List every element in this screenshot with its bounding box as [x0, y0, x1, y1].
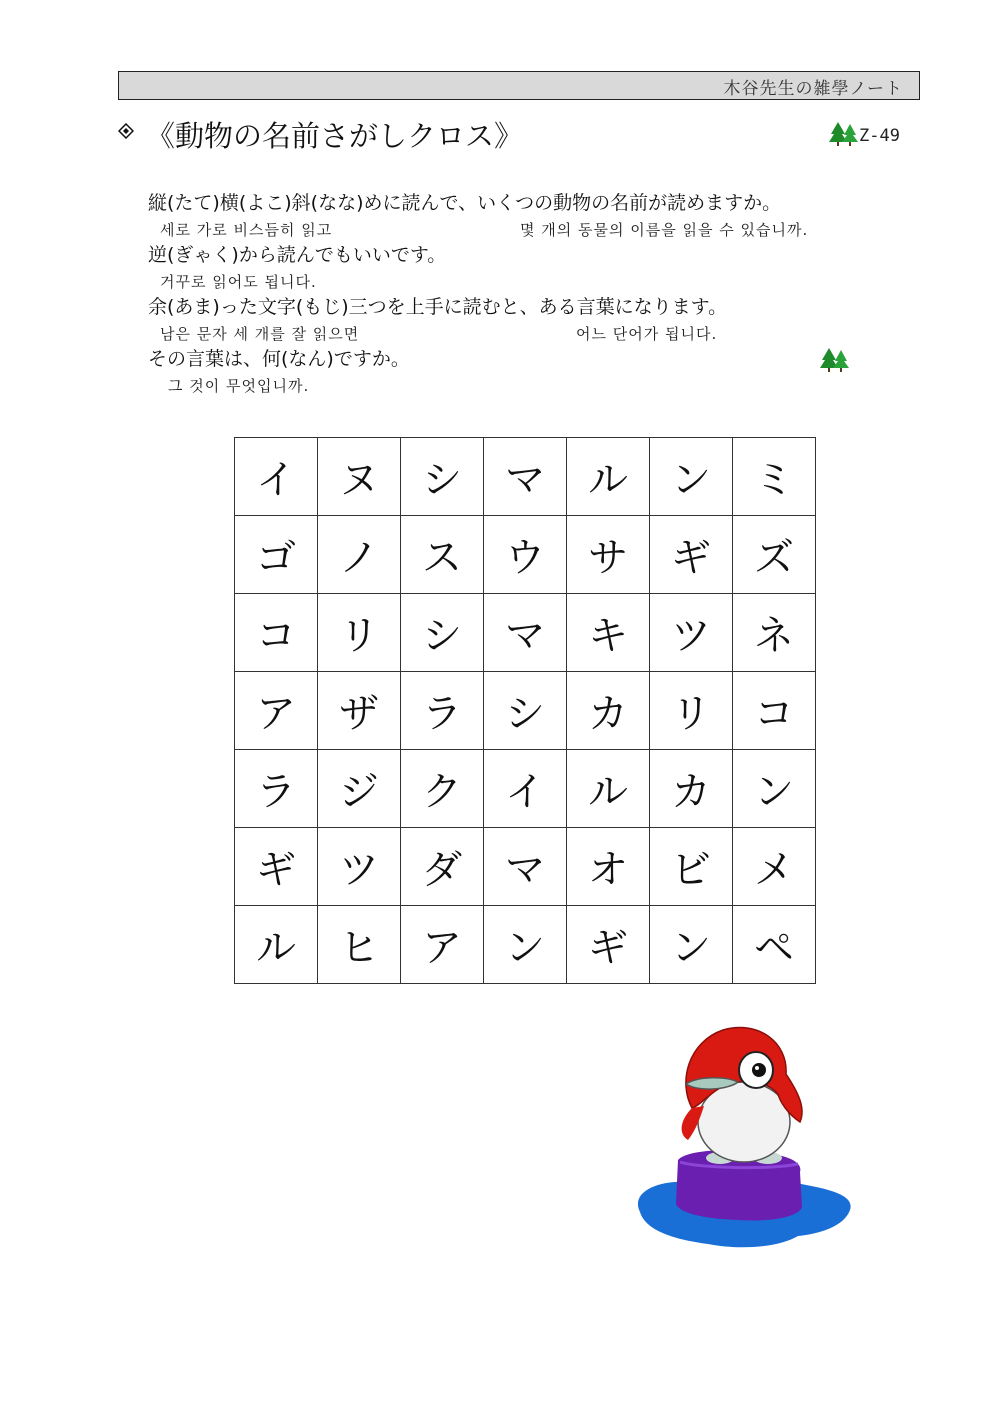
- grid-cell: マ: [484, 594, 567, 672]
- grid-cell: シ: [401, 438, 484, 516]
- grid-row: [235, 906, 816, 984]
- korean-line-1b: 몇 개의 동물의 이름을 읽을 수 있습니까.: [520, 221, 809, 239]
- grid-cell: ヌ: [318, 438, 401, 516]
- grid-cell: ゴ: [235, 516, 318, 594]
- grid-cell: ル: [235, 906, 318, 984]
- grid-cell: ン: [650, 438, 733, 516]
- korean-line-2: 거꾸로 읽어도 됩니다.: [160, 273, 317, 291]
- korean-line-3b: 어느 단어가 됩니다.: [576, 325, 718, 343]
- grid-cell: ミ: [733, 438, 816, 516]
- grid-cell: ジ: [318, 750, 401, 828]
- grid-row: [235, 828, 816, 906]
- grid-cell: ギ: [567, 906, 650, 984]
- grid-cell: ズ: [733, 516, 816, 594]
- header-bar: [118, 71, 920, 100]
- grid-cell: メ: [733, 828, 816, 906]
- grid-cell: ウ: [484, 516, 567, 594]
- grid-cell: コ: [235, 594, 318, 672]
- note-title: 木谷先生の雑學ノート: [723, 79, 903, 99]
- grid-cell: ン: [484, 906, 567, 984]
- grid-cell: コ: [733, 672, 816, 750]
- grid-cell: ン: [650, 906, 733, 984]
- grid-cell: ツ: [318, 828, 401, 906]
- grid-cell: ラ: [401, 672, 484, 750]
- worksheet-code: Z-49: [859, 126, 900, 146]
- grid-cell: サ: [567, 516, 650, 594]
- grid-row: [235, 594, 816, 672]
- grid-row: [235, 438, 816, 516]
- grid-cell: ア: [235, 672, 318, 750]
- grid-cell: ル: [567, 750, 650, 828]
- grid-cell: キ: [567, 594, 650, 672]
- diamond-bullet-icon: [118, 123, 134, 139]
- instruction-line-3: 余(あま)った文字(もじ)三つを上手に読むと、ある言葉になります。: [148, 296, 728, 318]
- grid-cell: オ: [567, 828, 650, 906]
- penguin-mascot: [628, 1022, 858, 1257]
- instruction-line-2: 逆(ぎゃく)から読んでもいいです。: [148, 244, 447, 266]
- grid-cell: ア: [401, 906, 484, 984]
- grid-cell: ヒ: [318, 906, 401, 984]
- grid-cell: イ: [484, 750, 567, 828]
- grid-row: [235, 516, 816, 594]
- grid-cell: マ: [484, 828, 567, 906]
- tree-icon: [829, 120, 859, 146]
- grid-cell: リ: [318, 594, 401, 672]
- page-title: 《動物の名前さがしクロス》: [146, 119, 524, 153]
- korean-line-4: 그 것이 무엇입니까.: [168, 377, 310, 395]
- grid-cell: ザ: [318, 672, 401, 750]
- grid-cell: イ: [235, 438, 318, 516]
- grid-row: [235, 672, 816, 750]
- grid-cell: ビ: [650, 828, 733, 906]
- grid-cell: マ: [484, 438, 567, 516]
- instruction-line-4: その言葉は、何(なん)ですか。: [148, 348, 410, 370]
- grid-cell: ツ: [650, 594, 733, 672]
- grid-cell: カ: [650, 750, 733, 828]
- grid-cell: ラ: [235, 750, 318, 828]
- korean-line-3a: 남은 문자 세 개를 잘 읽으면: [160, 325, 360, 343]
- instruction-line-1: 縦(たて)横(よこ)斜(なな)めに読んで、いくつの動物の名前が読めますか。: [148, 192, 782, 214]
- tree-icon: [820, 346, 850, 372]
- grid-cell: ネ: [733, 594, 816, 672]
- grid-cell: ペ: [733, 906, 816, 984]
- grid-cell: ノ: [318, 516, 401, 594]
- grid-cell: ク: [401, 750, 484, 828]
- grid-cell: ン: [733, 750, 816, 828]
- grid-cell: ギ: [235, 828, 318, 906]
- grid-cell: ル: [567, 438, 650, 516]
- grid-row: [235, 750, 816, 828]
- grid-cell: シ: [401, 594, 484, 672]
- grid-cell: リ: [650, 672, 733, 750]
- grid-cell: シ: [484, 672, 567, 750]
- word-search-grid: [234, 437, 816, 984]
- grid-cell: ス: [401, 516, 484, 594]
- grid-cell: ダ: [401, 828, 484, 906]
- grid-cell: カ: [567, 672, 650, 750]
- grid-cell: ギ: [650, 516, 733, 594]
- korean-line-1a: 세로 가로 비스듬히 읽고: [160, 221, 333, 239]
